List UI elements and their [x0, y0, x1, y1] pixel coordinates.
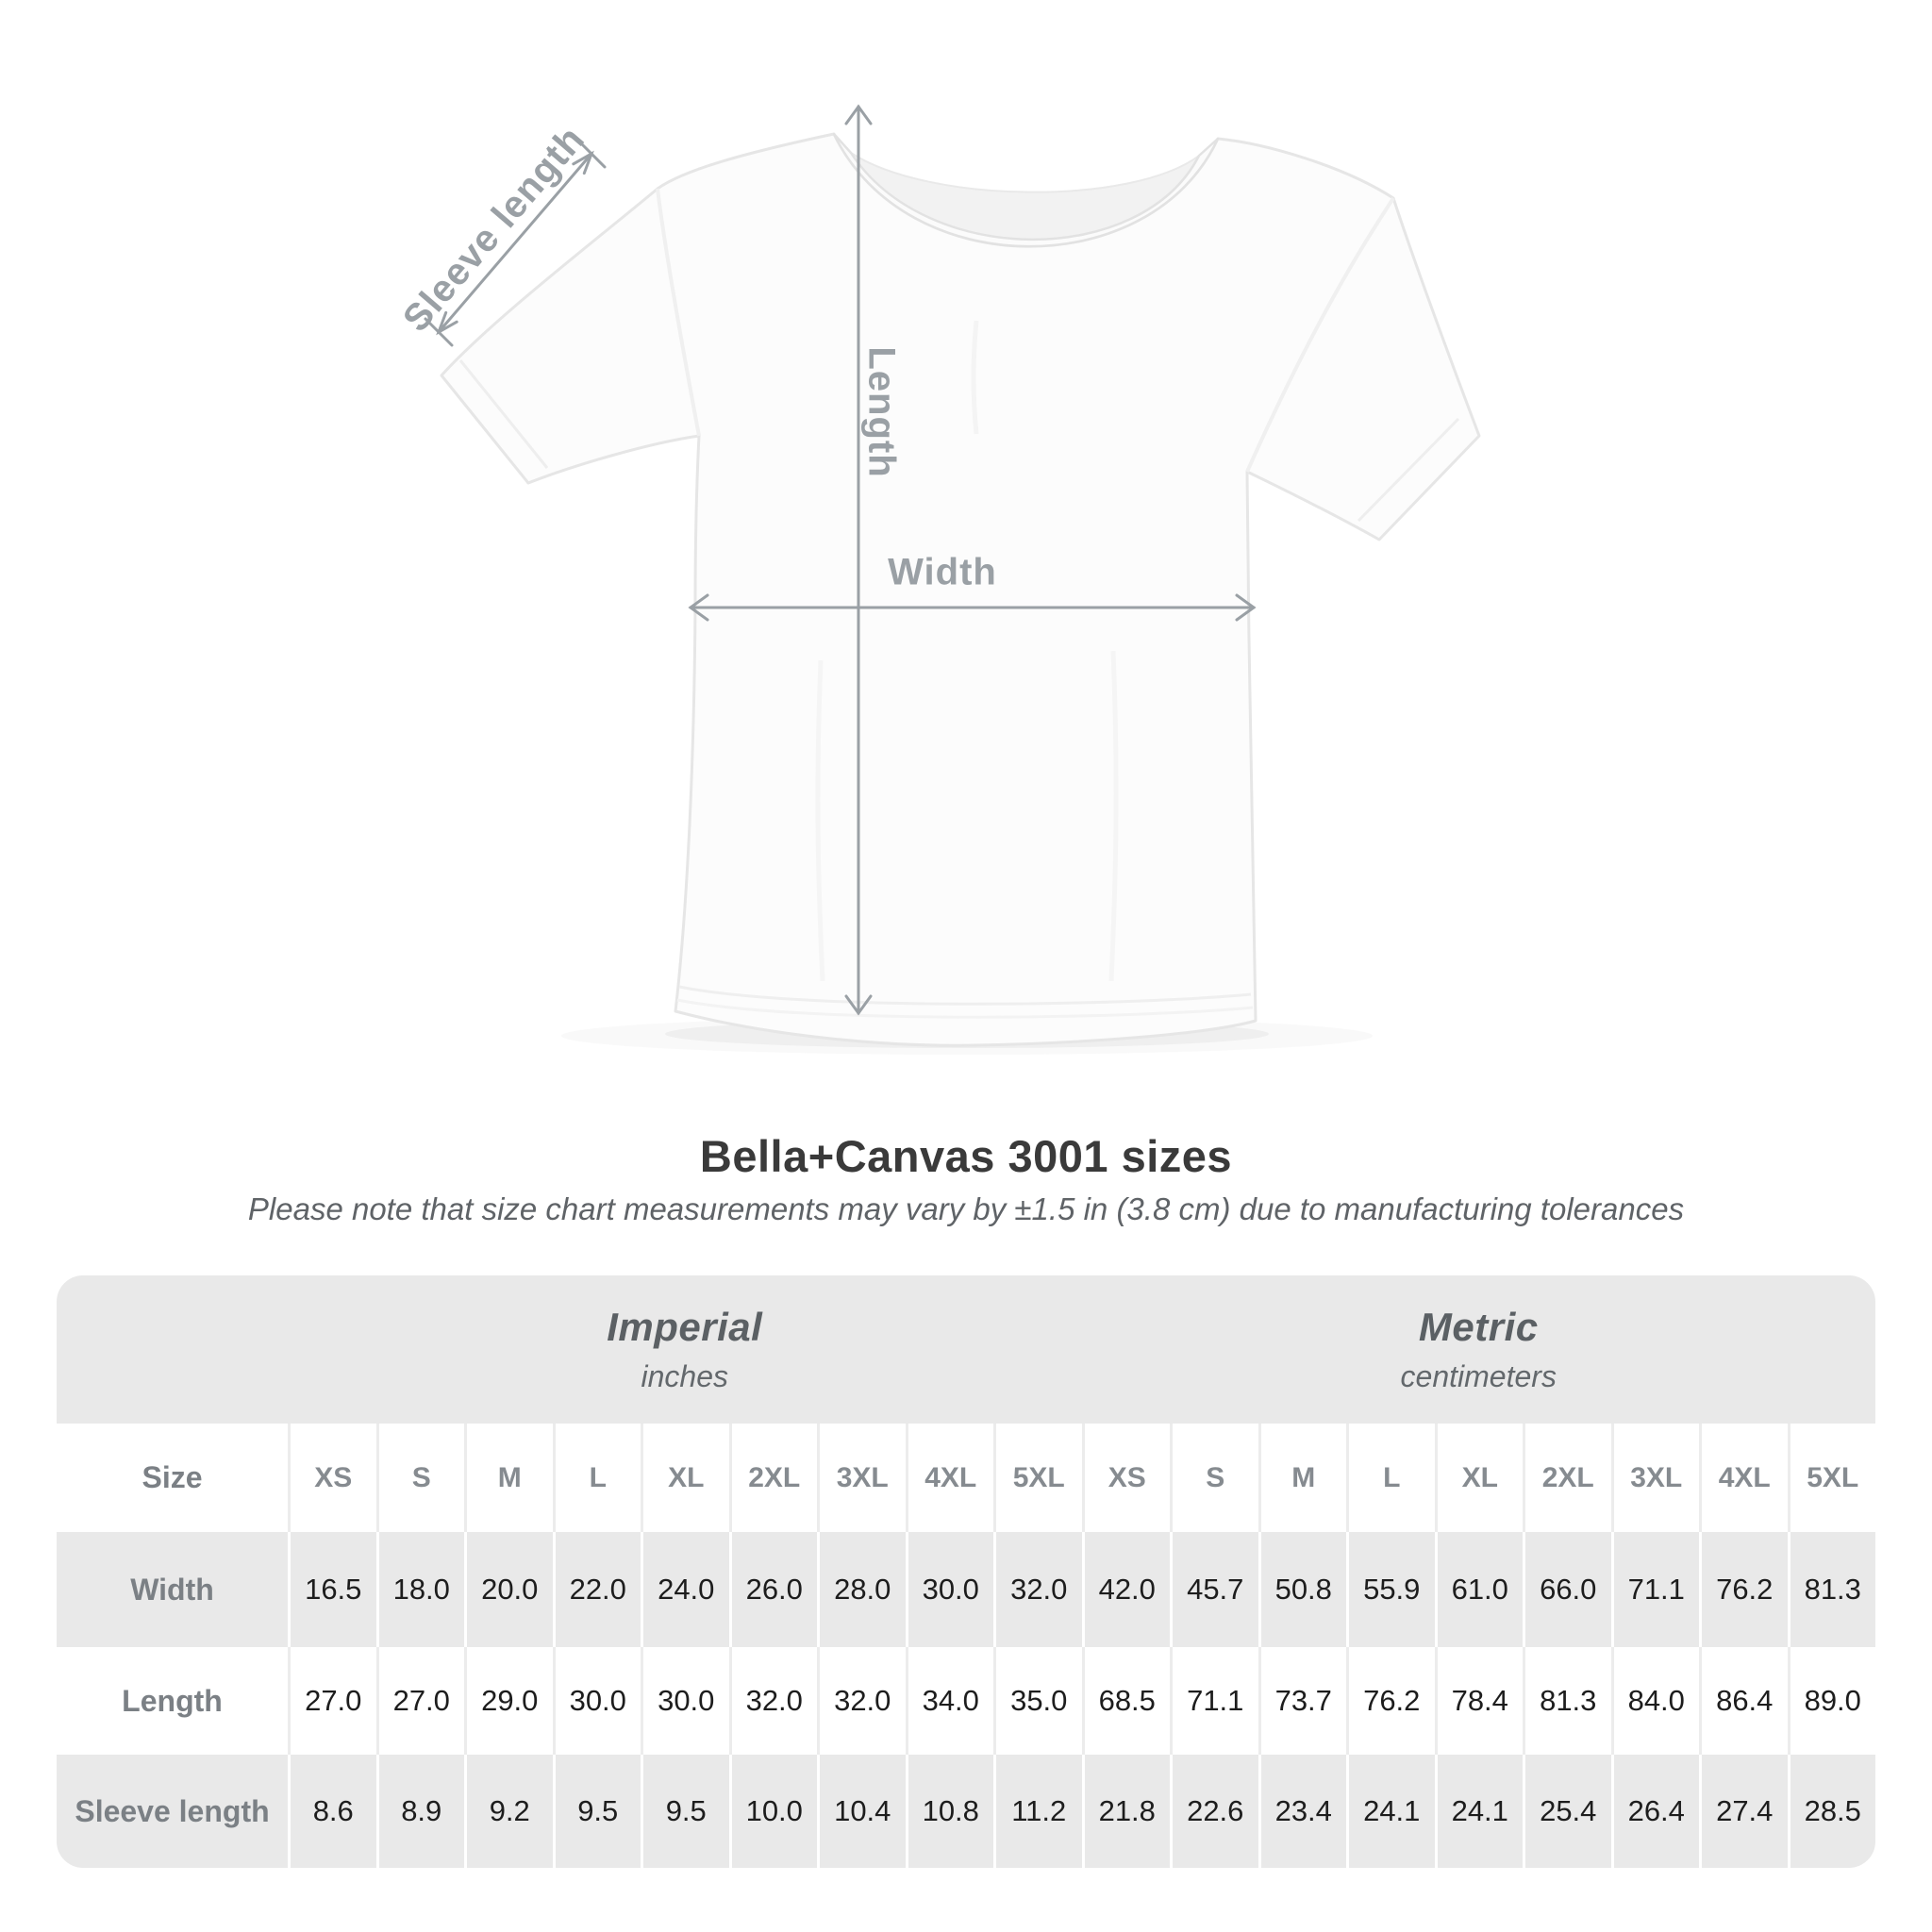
table-cell: 89.0 — [1788, 1647, 1876, 1755]
table-cell: 78.4 — [1435, 1647, 1524, 1755]
table-cell: XL — [641, 1424, 729, 1532]
row-label: Length — [122, 1683, 223, 1718]
table-cell: 24.0 — [641, 1532, 729, 1647]
table-cell: 28.5 — [1788, 1755, 1876, 1868]
table-cell: 9.5 — [641, 1755, 729, 1868]
table-cell: 30.0 — [553, 1647, 641, 1755]
table-cell: 35.0 — [993, 1647, 1082, 1755]
table-cell: 68.5 — [1082, 1647, 1171, 1755]
sleeve-length-label: Sleeve length — [394, 118, 593, 340]
table-cell: 22.0 — [553, 1532, 641, 1647]
table-cell: 81.3 — [1788, 1532, 1876, 1647]
table-cell: 10.0 — [729, 1755, 818, 1868]
table-cell: 73.7 — [1258, 1647, 1347, 1755]
table-cell: 27.0 — [376, 1647, 465, 1755]
table-cell: 2XL — [1523, 1424, 1611, 1532]
table-cell: 24.1 — [1346, 1755, 1435, 1868]
table-cell: 30.0 — [906, 1532, 994, 1647]
table-cell: 34.0 — [906, 1647, 994, 1755]
table-cell: 10.4 — [817, 1755, 906, 1868]
table-cell: 20.0 — [464, 1532, 553, 1647]
table-cell: 8.9 — [376, 1755, 465, 1868]
metric-sublabel: centimeters — [1400, 1359, 1557, 1393]
table-cell: 3XL — [1611, 1424, 1700, 1532]
table-cell: 71.1 — [1611, 1532, 1700, 1647]
tolerance-note: Please note that size chart measurements may vary by ±1.5 in (3.8 cm) due to manufacturing tolerances — [247, 1191, 1685, 1226]
table-cell: 45.7 — [1170, 1532, 1258, 1647]
table-cell: 8.6 — [288, 1755, 376, 1868]
width-label: Width — [888, 551, 997, 593]
table-cell: 29.0 — [464, 1647, 553, 1755]
table-cell: 28.0 — [817, 1532, 906, 1647]
table-cell: 24.1 — [1435, 1755, 1524, 1868]
table-cell: 2XL — [729, 1424, 818, 1532]
unit-header-band — [57, 1275, 1875, 1424]
table-cell: 71.1 — [1170, 1647, 1258, 1755]
table-cell: 23.4 — [1258, 1755, 1347, 1868]
table-cell: 76.2 — [1699, 1532, 1788, 1647]
table-cell: 32.0 — [729, 1647, 818, 1755]
length-label: Length — [860, 346, 903, 478]
table-cell: 9.2 — [464, 1755, 553, 1868]
imperial-unit-header — [288, 1275, 1082, 1424]
table-cell: 66.0 — [1523, 1532, 1611, 1647]
table-cell: 27.4 — [1699, 1755, 1788, 1868]
table-cell: 4XL — [906, 1424, 994, 1532]
measurement-row-width — [57, 1532, 1875, 1647]
table-cell: 18.0 — [376, 1532, 465, 1647]
size-header-row — [57, 1424, 1875, 1532]
table-cell: XS — [1082, 1424, 1171, 1532]
table-cell: 9.5 — [553, 1755, 641, 1868]
table-cell: 27.0 — [288, 1647, 376, 1755]
table-cell: 50.8 — [1258, 1532, 1347, 1647]
measurement-row-sleeve-length — [57, 1755, 1875, 1868]
table-cell: L — [1346, 1424, 1435, 1532]
table-cell: 32.0 — [817, 1647, 906, 1755]
metric-unit-header — [1082, 1275, 1876, 1424]
table-cell: M — [1258, 1424, 1347, 1532]
table-cell: XL — [1435, 1424, 1524, 1532]
table-cell: 21.8 — [1082, 1755, 1171, 1868]
table-cell: M — [464, 1424, 553, 1532]
row-label: Sleeve length — [75, 1793, 270, 1828]
table-cell: 76.2 — [1346, 1647, 1435, 1755]
size-table-rows — [57, 1424, 1875, 1868]
table-cell: 26.0 — [729, 1532, 818, 1647]
table-cell: 55.9 — [1346, 1532, 1435, 1647]
table-cell: 3XL — [817, 1424, 906, 1532]
table-cell: XS — [288, 1424, 376, 1532]
table-cell: S — [1170, 1424, 1258, 1532]
table-cell: S — [376, 1424, 465, 1532]
table-cell: L — [553, 1424, 641, 1532]
row-label: Width — [130, 1572, 214, 1607]
imperial-label: Imperial — [607, 1305, 763, 1349]
table-cell: 4XL — [1699, 1424, 1788, 1532]
table-cell: 42.0 — [1082, 1532, 1171, 1647]
table-cell: 30.0 — [641, 1647, 729, 1755]
table-cell: 84.0 — [1611, 1647, 1700, 1755]
table-cell: 25.4 — [1523, 1755, 1611, 1868]
measurement-row-length — [57, 1647, 1875, 1755]
table-cell: 16.5 — [288, 1532, 376, 1647]
table-cell: 11.2 — [993, 1755, 1082, 1868]
table-cell: 10.8 — [906, 1755, 994, 1868]
table-cell: 81.3 — [1523, 1647, 1611, 1755]
imperial-sublabel: inches — [641, 1359, 728, 1393]
table-cell: 32.0 — [993, 1532, 1082, 1647]
table-cell: 61.0 — [1435, 1532, 1524, 1647]
table-cell: 5XL — [1788, 1424, 1876, 1532]
page-title: Bella+Canvas 3001 sizes — [699, 1131, 1233, 1181]
table-cell: 26.4 — [1611, 1755, 1700, 1868]
row-label: Size — [142, 1460, 203, 1494]
table-cell: 86.4 — [1699, 1647, 1788, 1755]
table-cell: 22.6 — [1170, 1755, 1258, 1868]
table-cell: 5XL — [993, 1424, 1082, 1532]
size-table — [57, 1275, 1875, 1868]
metric-label: Metric — [1418, 1305, 1539, 1349]
